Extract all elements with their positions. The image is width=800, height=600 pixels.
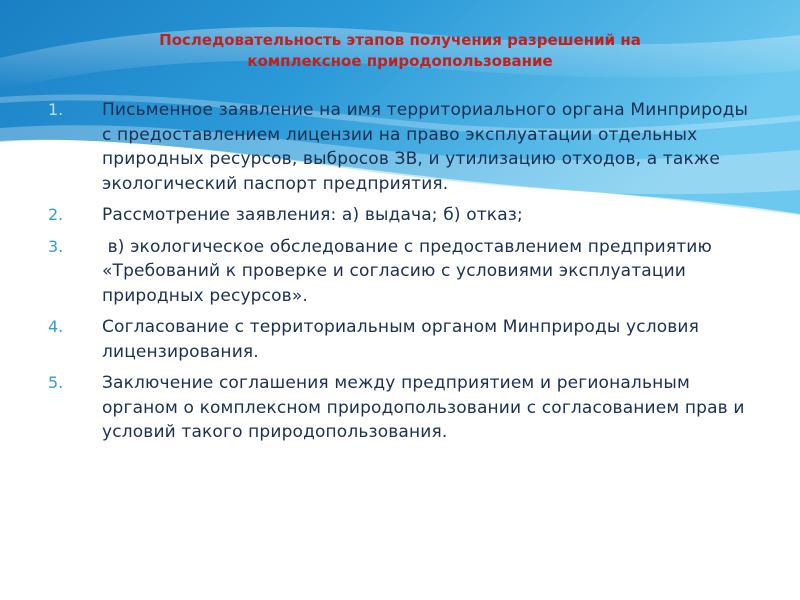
list-item-text: Рассмотрение заявления: а) выдача; б) отказ; [102, 205, 523, 225]
list-item-number: 2. [48, 205, 64, 224]
list-item-text: Заключение соглашения между предприятием и региональным органом о комплексном природопользовании с согласованием прав и условий такого природопользования. [102, 373, 745, 442]
list-item-1 [48, 98, 758, 196]
list-item-text: в) экологическое обследование с предоставлением предприятию «Требований к проверке и согласию с условиями эксплуатации природных ресурсов». [102, 236, 718, 306]
list-item-number: 3. [48, 236, 64, 256]
steps-list [48, 98, 758, 452]
list-item-text: Письменное заявление на имя территориального органа Минприроды с предоставлением лицензии на право эксплуатации отдельных природных ресурсов, выбросов ЗВ, и утилизацию отходов, а также экологический паспорт предприятия. [102, 100, 749, 194]
slide-title-line-1: Последовательность этапов получения разрешений на [159, 31, 641, 49]
list-item-5 [48, 371, 758, 445]
list-item-number: 5. [48, 373, 64, 392]
list-item-text: Согласование с территориальным органом Минприроды условия лицензирования. [102, 317, 700, 362]
list-item-number: 4. [48, 317, 64, 336]
list-item-3 [48, 235, 758, 309]
slide-title-line-2: комплексное природопользование [247, 52, 553, 70]
list-item-4 [48, 315, 758, 364]
list-item-2 [48, 203, 758, 228]
list-item-number: 1. [48, 100, 64, 119]
slide-title [50, 30, 750, 72]
